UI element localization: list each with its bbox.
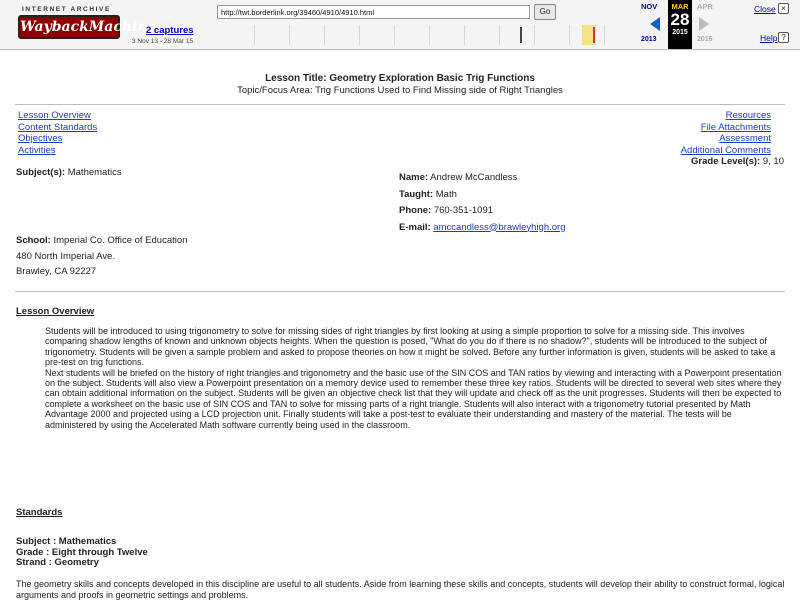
nav-additional-comments[interactable]: Additional Comments — [680, 144, 771, 156]
next-capture-arrow-icon — [699, 17, 709, 31]
capture-mark[interactable] — [520, 27, 522, 43]
subject-label: Subject(s): — [16, 167, 66, 178]
taught-value: Math — [435, 188, 457, 200]
divider — [15, 104, 785, 105]
close-icon[interactable]: × — [778, 3, 789, 14]
nav-assessment[interactable]: Assessment — [719, 133, 771, 144]
divider — [15, 291, 785, 292]
teacher-contact — [399, 170, 565, 236]
help-link[interactable]: Help — [760, 33, 778, 43]
subject-value: Mathematics — [67, 167, 122, 178]
school-info — [16, 233, 187, 280]
grade-label: Grade Level(s): — [691, 156, 761, 167]
captures-link[interactable]: 2 captures — [146, 25, 194, 36]
taught-label: Taught: — [399, 188, 434, 200]
nav-content-standards[interactable]: Content Standards — [18, 121, 98, 133]
overview-paragraph-2: Next students will be briefed on the history of right triangles and trigonometry and the basic use of the SIN COS and TAN ratios by viewing and interacting with a Powerpoint presentation on the subject. Students will also view a Powerpoint presentation on a memory device used to remember these three key ratios. Students will be directed to several web sites where they can obtain additional information on the subject. Students will be given an objective check list that they will update and check off as the unit progresses. Students will then be expected to complete a worksheet on the basic use of SIN COS and TAN to solve for missing parts of a right triangle. Students will also interact with a trigonometry tutorial presented by Math Advantage 2000 and projected using a LCD projection unit. Finally students will take a post-test to evaluate their understanding and mastery of the material. The tests will be administered by using the Accelerated Math software currently being used in the classroom. — [45, 367, 782, 430]
section-nav-left — [18, 110, 97, 156]
standards-heading: Standards — [16, 507, 63, 518]
go-button[interactable]: Go — [534, 4, 556, 20]
internet-archive-label: INTERNET ARCHIVE — [22, 6, 111, 13]
current-month: MAR — [671, 2, 689, 11]
next-month-label: APR — [697, 2, 713, 11]
email-label: E-mail: — [399, 221, 431, 233]
url-input[interactable]: http://twt.borderlink.org/39460/4910/4910.html — [217, 5, 530, 19]
phone-value: 760-351-1091 — [433, 205, 494, 216]
lesson-overview-text — [45, 326, 785, 430]
capture-timeline[interactable] — [220, 25, 630, 45]
prev-year-link[interactable]: 2013 — [641, 36, 657, 43]
standards-strand: Strand : Geometry — [16, 557, 99, 568]
grade-level — [691, 156, 784, 167]
standards-subject: Subject : Mathematics — [16, 536, 117, 547]
standards-grade: Grade : Eight through Twelve — [16, 546, 148, 558]
lesson-overview-heading: Lesson Overview — [16, 306, 95, 317]
standards-paragraph: The geometry skills and concepts developed in this discipline are useful to all students. Aside from learning these skills and concepts, students will develop their ability to construct formal, logical arguments and proofs in geometric settings and problems. — [16, 579, 785, 600]
wayback-toolbar — [0, 0, 800, 50]
school-address-line1: 480 North Imperial Ave. — [16, 250, 116, 262]
nav-activities[interactable]: Activities — [18, 144, 56, 156]
overview-paragraph-1: Students will be introduced to using trigonometry to solve for missing sides of right triangles by first looking at using a simple proportion to solve for a missing side. This involves comparing shadow lengths of known and unknown objects heights. When the question is posed, "What do you do if there is no shadow?", students will be introduced to the subject of trigonometry. Students will be given a sample problem and asked to propose theories on how it might be solved. Before any further information is given, students will be asked to take a pre-test on trig functions. — [45, 326, 776, 368]
school-label: School: — [16, 235, 51, 246]
nav-resources[interactable]: Resources — [725, 110, 771, 121]
capture-range: 3 Nov 13 - 28 Mar 15 — [132, 38, 194, 45]
school-address-line2: Brawley, CA 92227 — [16, 266, 97, 277]
lesson-title: Lesson Title: Geometry Exploration Basic Trig Functions — [265, 73, 535, 84]
section-nav-right — [681, 110, 771, 156]
school-name: Imperial Co. Office of Education — [53, 235, 188, 246]
nav-objectives[interactable]: Objectives — [18, 133, 63, 144]
nav-file-attachments[interactable]: File Attachments — [700, 121, 771, 133]
nav-lesson-overview[interactable]: Lesson Overview — [18, 110, 91, 121]
current-year: 2015 — [672, 29, 688, 36]
next-year-label: 2016 — [697, 36, 713, 43]
prev-month-link[interactable]: NOV — [641, 2, 658, 11]
lesson-subtitle: Topic/Focus Area: Trig Functions Used to Find Missing side of Right Triangles — [237, 85, 563, 96]
grade-value: 9, 10 — [762, 156, 784, 167]
wayback-machine-label: WaybackMachine — [18, 15, 120, 39]
help-icon[interactable]: ? — [778, 32, 789, 43]
current-day: 28 — [670, 10, 690, 29]
teacher-name: Andrew McCandless — [430, 172, 518, 183]
standards-list — [16, 537, 148, 569]
prev-capture-arrow-icon[interactable] — [650, 17, 660, 31]
close-link[interactable]: Close — [754, 4, 776, 14]
name-label: Name: — [399, 172, 429, 183]
wayback-logo[interactable] — [18, 6, 157, 44]
current-capture-date — [668, 0, 692, 49]
phone-label: Phone: — [399, 205, 432, 216]
email-link[interactable]: amccandless@brawleyhigh.org — [433, 221, 566, 233]
current-capture-mark[interactable] — [593, 27, 595, 43]
subjects — [16, 167, 122, 178]
